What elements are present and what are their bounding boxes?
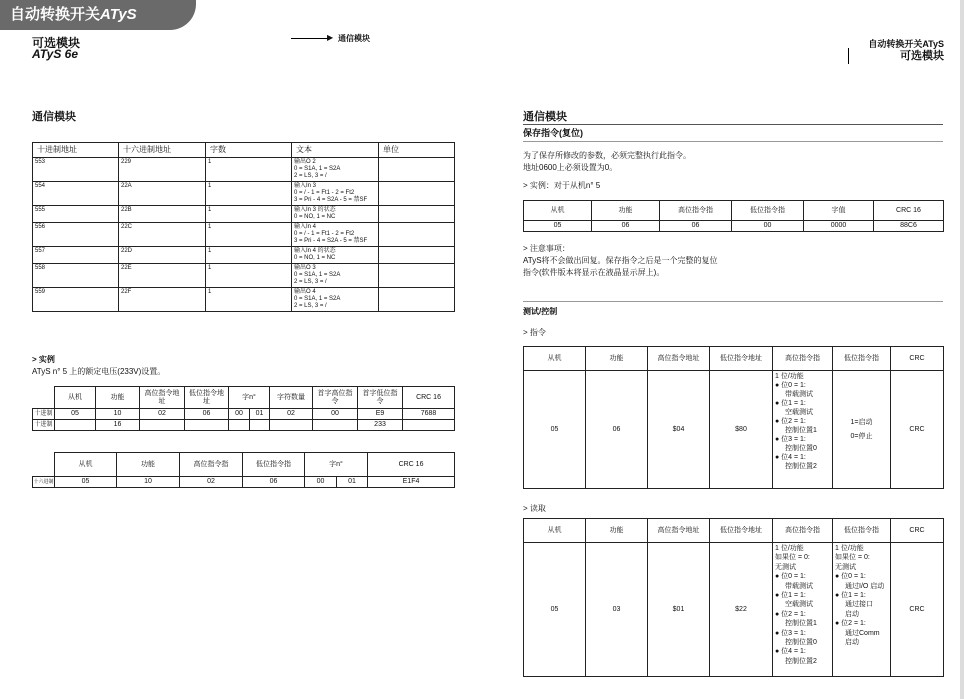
- value-cell: 00: [305, 477, 337, 488]
- blank-cell: [33, 453, 55, 477]
- save-title: 保存指令(复位): [523, 128, 583, 138]
- text-line: 输出O 2: [294, 159, 316, 165]
- text-line: 2 = LS, 3 = /: [294, 303, 327, 309]
- detail-line: 控制位置2: [785, 463, 817, 470]
- hex-cell: 22A: [119, 182, 206, 206]
- detail-line: ● 位3 = 1:: [775, 436, 806, 443]
- left-header-title: 可选模块: [32, 36, 81, 50]
- header-cell: CRC 16: [403, 387, 455, 409]
- text-line: 3 = Pri - 4 = S2A - 5 = 禁SF: [294, 197, 368, 203]
- text-cell: [292, 206, 379, 223]
- value-cell: [229, 420, 250, 431]
- header-cell: 单位: [379, 143, 455, 158]
- text-line: 0 = S1A, 1 = S2A: [294, 272, 341, 278]
- text-line: 2 = LS, 3 = /: [294, 173, 327, 179]
- header-cell: 字n°: [305, 453, 368, 477]
- header-cell: 低位指令指: [243, 453, 305, 477]
- value-cell: 02: [270, 409, 313, 420]
- value-cell: E1F4: [368, 477, 455, 488]
- dec-cell: 557: [33, 247, 119, 264]
- left-example-title: > 实例: [32, 355, 55, 364]
- header-cell: 从机: [524, 347, 586, 371]
- unit-cell: [379, 264, 455, 288]
- low-detail-cell: [833, 543, 891, 677]
- value-cell: 06: [586, 371, 648, 489]
- words-cell: 1: [206, 182, 292, 206]
- hex-cell: 22B: [119, 206, 206, 223]
- detail-line: 带载测试: [785, 391, 813, 398]
- header-cell: 功能: [592, 201, 660, 221]
- detail-line: 控制位置1: [785, 620, 817, 628]
- table-row: [33, 288, 455, 312]
- detail-line: ● 位4 = 1:: [775, 454, 806, 461]
- header-cell: 功能: [586, 519, 648, 543]
- hex-cell: 22C: [119, 223, 206, 247]
- header-cell: 字值: [804, 201, 874, 221]
- table-row: [33, 158, 455, 182]
- header-cell: 从机: [55, 453, 117, 477]
- detail-line: 如果位 = 0:: [835, 554, 870, 562]
- page-edge: [960, 0, 964, 699]
- unit-cell: [379, 206, 455, 223]
- detail-line: 1 位/功能: [835, 545, 864, 552]
- table-row: [33, 182, 455, 206]
- table-row: [33, 264, 455, 288]
- text-line: 输入In 4: [294, 224, 317, 230]
- test-title: 测试/控制: [523, 307, 558, 316]
- table-row: [33, 206, 455, 223]
- unit-cell: [379, 182, 455, 206]
- detail-line: ● 位0 = 1:: [775, 573, 806, 581]
- text-line: 0 = NO, 1 = NC: [294, 214, 336, 220]
- header-cell: 字数: [206, 143, 292, 158]
- dec-cell: 559: [33, 288, 119, 312]
- blank-cell: [33, 387, 55, 409]
- register-table-header: [33, 143, 455, 158]
- header-tab: [0, 0, 196, 30]
- detail-line: 如果位 = 0:: [775, 554, 810, 562]
- value-cell: [250, 420, 270, 431]
- detail-line: ● 位3 = 1:: [775, 629, 806, 637]
- text-line: 0 = S1A, 1 = S2A: [294, 296, 341, 302]
- value-cell: 06: [592, 221, 660, 232]
- row-label: 十进制: [33, 409, 55, 420]
- unit-cell: [379, 223, 455, 247]
- value-cell: $01: [648, 543, 710, 677]
- header-cell: 高位指令地址: [140, 387, 185, 409]
- header-cell: 功能: [96, 387, 140, 409]
- center-header-label: 通信模块: [338, 34, 370, 43]
- dec-cell: 558: [33, 264, 119, 288]
- value-cell: $80: [710, 371, 773, 489]
- table-row: [524, 371, 944, 489]
- header-cell: 低位指令地址: [710, 347, 773, 371]
- value-cell: 06: [660, 221, 732, 232]
- detail-line: 通过接口: [845, 601, 873, 609]
- detail-line: ● 位2 = 1:: [835, 620, 866, 628]
- center-header-arrow-icon: ▶: [327, 33, 334, 42]
- text-line: 输出O 4: [294, 289, 316, 295]
- header-cell: 首字高位指令: [313, 387, 358, 409]
- example-table-2: [32, 452, 455, 488]
- text-line: 输入In 3: [294, 183, 317, 189]
- value-cell: 88C6: [874, 221, 944, 232]
- detail-line: ● 位0 = 1:: [775, 382, 806, 389]
- save-table: [523, 200, 944, 232]
- save-text-1: 为了保存所修改的参数，必须完整执行此指令。: [523, 151, 691, 160]
- words-cell: 1: [206, 206, 292, 223]
- right-section-title: 通信模块: [523, 111, 567, 123]
- value-cell: [185, 420, 229, 431]
- unit-cell: [379, 247, 455, 264]
- words-cell: 1: [206, 223, 292, 247]
- value-cell: 0000: [804, 221, 874, 232]
- header-cell: 十六进制地址: [119, 143, 206, 158]
- text-cell: [292, 223, 379, 247]
- header-cell: CRC 16: [874, 201, 944, 221]
- words-cell: 1: [206, 288, 292, 312]
- header-cell: 字n°: [229, 387, 270, 409]
- text-line: 0 = S1A, 1 = S2A: [294, 166, 341, 172]
- value-cell: 00: [732, 221, 804, 232]
- header-tab-brand: ATyS: [100, 6, 137, 23]
- crc-cell: CRC: [891, 543, 944, 677]
- value-cell: 16: [96, 420, 140, 431]
- hex-cell: 22F: [119, 288, 206, 312]
- detail-line: 无测试: [775, 563, 796, 571]
- header-cell: 低位指令地址: [710, 519, 773, 543]
- detail-line: 控制位置0: [785, 445, 817, 452]
- table-row: [524, 543, 944, 677]
- value-cell: 233: [358, 420, 403, 431]
- header-cell: 低位指令地址: [185, 387, 229, 409]
- left-section-title: 通信模块: [32, 111, 76, 123]
- words-cell: 1: [206, 247, 292, 264]
- detail-line: ● 位1 = 1:: [775, 400, 806, 407]
- value-cell: 10: [96, 409, 140, 420]
- detail-line: 0=停止: [850, 432, 873, 440]
- right-header-box: 可选模块: [848, 48, 944, 64]
- hex-cell: 229: [119, 158, 206, 182]
- header-cell: 从机: [524, 519, 586, 543]
- hex-cell: 22E: [119, 264, 206, 288]
- value-cell: E9: [358, 409, 403, 420]
- note-line-1: ATyS将不会做出回复。保存指令之后是一个完整的复位: [523, 256, 718, 265]
- text-line: 输入In 3 的状态: [294, 207, 336, 213]
- command-table: [523, 346, 944, 489]
- note-title: > 注意事项：: [523, 244, 570, 253]
- value-cell: 01: [250, 409, 270, 420]
- header-cell: 高位指令指: [773, 347, 833, 371]
- header-cell: CRC: [891, 519, 944, 543]
- value-cell: [313, 420, 358, 431]
- read-table: [523, 518, 944, 677]
- detail-line: 启动: [845, 639, 859, 647]
- detail-line: 空载测试: [785, 601, 813, 609]
- value-cell: 7688: [403, 409, 455, 420]
- cmd-title: > 指令: [523, 328, 546, 337]
- value-cell: 05: [524, 371, 586, 489]
- detail-line: 控制位置2: [785, 657, 817, 665]
- unit-cell: [379, 288, 455, 312]
- detail-line: ● 位0 = 1:: [835, 573, 866, 581]
- detail-line: ● 位2 = 1:: [775, 610, 806, 618]
- value-cell: 01: [337, 477, 368, 488]
- left-example-text: ATyS n° 5 上的额定电压(233V)设置。: [32, 367, 166, 376]
- header-cell: 低位指令指: [732, 201, 804, 221]
- text-cell: [292, 288, 379, 312]
- row-label: 十六进制: [33, 477, 55, 488]
- hex-cell: 22D: [119, 247, 206, 264]
- row-label: 十进制: [33, 420, 55, 431]
- save-table-header: [524, 201, 944, 221]
- save-text-2: 地址0600上必须设置为0。: [523, 163, 618, 172]
- table-row: [33, 223, 455, 247]
- table-row: [33, 409, 455, 420]
- detail-line: 控制位置0: [785, 639, 817, 647]
- detail-line: 1=启动: [850, 418, 873, 426]
- value-cell: $22: [710, 543, 773, 677]
- left-header-subtitle: ATyS 6e: [32, 47, 79, 61]
- high-detail-cell: [773, 543, 833, 677]
- text-line: 输出O 3: [294, 265, 316, 271]
- text-line: 3 = Pri - 4 = S2A - 5 = 禁SF: [294, 238, 368, 244]
- value-cell: [55, 420, 96, 431]
- header-cell: 功能: [586, 347, 648, 371]
- text-line: 2 = LS, 3 = /: [294, 279, 327, 285]
- detail-line: ● 位4 = 1:: [775, 648, 806, 656]
- value-cell: 00: [313, 409, 358, 420]
- detail-line: 启动: [845, 610, 859, 618]
- table-row: [33, 420, 455, 431]
- section-rule: [523, 124, 943, 125]
- dec-cell: 556: [33, 223, 119, 247]
- low-detail-cell: [833, 371, 891, 489]
- value-cell: 05: [55, 409, 96, 420]
- header-cell: 文本: [292, 143, 379, 158]
- detail-line: ● 位2 = 1:: [775, 418, 806, 425]
- unit-cell: [379, 158, 455, 182]
- detail-line: 通过I/O 启动: [845, 582, 885, 590]
- header-tab-title: 自动转换开关: [10, 6, 101, 23]
- table-row: [33, 247, 455, 264]
- dec-cell: 555: [33, 206, 119, 223]
- detail-line: 1 位/功能: [775, 545, 804, 552]
- header-cell: 低位指令指: [833, 519, 891, 543]
- register-table: [32, 142, 455, 312]
- header-cell: 高位指令指: [180, 453, 243, 477]
- detail-line: 带载测试: [785, 582, 813, 590]
- words-cell: 1: [206, 158, 292, 182]
- detail-line: ● 位1 = 1:: [775, 592, 806, 600]
- text-cell: [292, 182, 379, 206]
- note-line-2: 指令(软件版本将显示在液晶显示屏上)。: [523, 268, 665, 277]
- value-cell: $04: [648, 371, 710, 489]
- center-header-rule: [291, 38, 329, 39]
- header-cell: 高位指令指: [660, 201, 732, 221]
- example-table-1: [32, 386, 455, 431]
- value-cell: [140, 420, 185, 431]
- text-line: 0 = / - 1 = Ft1 - 2 = Ft2: [294, 190, 355, 196]
- value-cell: 05: [55, 477, 117, 488]
- header-cell: CRC 16: [368, 453, 455, 477]
- header-cell: 高位指令指: [773, 519, 833, 543]
- example-table-2-header: [33, 453, 455, 477]
- value-cell: 05: [524, 221, 592, 232]
- value-cell: 10: [117, 477, 180, 488]
- text-line: 0 = / - 1 = Ft1 - 2 = Ft2: [294, 231, 355, 237]
- text-cell: [292, 247, 379, 264]
- words-cell: 1: [206, 264, 292, 288]
- right-header-top: 自动转换开关ATyS: [868, 39, 944, 49]
- table-row: [33, 477, 455, 488]
- header-cell: 字符数量: [270, 387, 313, 409]
- text-line: 0 = NO, 1 = NC: [294, 255, 336, 261]
- detail-line: 无测试: [835, 563, 856, 571]
- header-cell: 从机: [524, 201, 592, 221]
- header-cell: 十进制地址: [33, 143, 119, 158]
- header-cell: 功能: [117, 453, 180, 477]
- header-cell: 高位指令地址: [648, 519, 710, 543]
- value-cell: 06: [185, 409, 229, 420]
- text-cell: [292, 264, 379, 288]
- header-cell: 首字低位指令: [358, 387, 403, 409]
- detail-line: 1 位/功能: [775, 373, 804, 380]
- header-cell: CRC: [891, 347, 944, 371]
- value-cell: 02: [180, 477, 243, 488]
- test-rule: [523, 301, 943, 302]
- detail-line: 控制位置1: [785, 427, 817, 434]
- read-title: > 读取: [523, 504, 546, 513]
- header-cell: 低位指令指: [833, 347, 891, 371]
- value-cell: 02: [140, 409, 185, 420]
- detail-line: ● 位1 = 1:: [835, 592, 866, 600]
- header-cell: 高位指令地址: [648, 347, 710, 371]
- crc-cell: CRC: [891, 371, 944, 489]
- example-table-1-header: [33, 387, 455, 409]
- command-table-header: [524, 347, 944, 371]
- value-cell: [403, 420, 455, 431]
- table-row: [524, 221, 944, 232]
- detail-line: 空载测试: [785, 409, 813, 416]
- value-cell: 03: [586, 543, 648, 677]
- value-cell: 00: [229, 409, 250, 420]
- save-example: > 实例：对于从机n° 5: [523, 181, 601, 190]
- value-cell: 05: [524, 543, 586, 677]
- subsection-rule: [523, 141, 943, 142]
- high-detail-cell: [773, 371, 833, 489]
- dec-cell: 553: [33, 158, 119, 182]
- detail-line: 通过Comm: [845, 629, 880, 637]
- read-table-header: [524, 519, 944, 543]
- text-line: 输入In 4 的状态: [294, 248, 336, 254]
- text-cell: [292, 158, 379, 182]
- value-cell: 06: [243, 477, 305, 488]
- value-cell: [270, 420, 313, 431]
- dec-cell: 554: [33, 182, 119, 206]
- header-cell: 从机: [55, 387, 96, 409]
